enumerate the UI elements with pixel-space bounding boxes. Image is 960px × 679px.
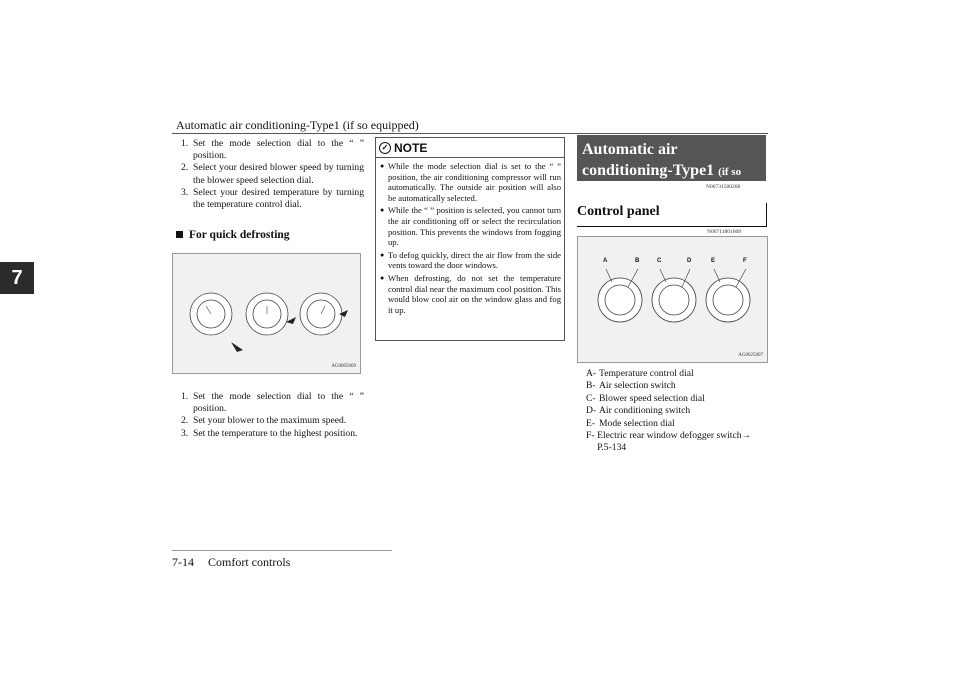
steps-top (176, 138, 364, 211)
callout-label: B (635, 258, 640, 264)
legend-item: C- Blower speed selection dial (586, 392, 705, 404)
step-item: 3. Select your desired temperature by turning the temperature control dial. (181, 186, 364, 211)
callout-label: C (657, 258, 662, 264)
callout-label: F (743, 258, 747, 264)
footer-section: Comfort controls (208, 555, 291, 569)
step-item: 2. Set your blower to the maximum speed. (181, 415, 347, 427)
step-item: 2. Select your desired blower speed by turning the blower speed selection dial. (181, 162, 364, 186)
note-item: ● To defog quickly, direct the air flow from the side vents toward the door windows. (380, 250, 561, 271)
callout-label: A (603, 258, 608, 264)
callout-label: D (687, 258, 692, 264)
control-panel-illustration (578, 237, 767, 362)
control-panel-heading: Control panel (577, 204, 660, 219)
figure-code: AG0025007 (738, 353, 763, 358)
page-footer (172, 555, 304, 570)
header-title: Automatic air conditioning-Type1 (if so equipped) (176, 118, 419, 132)
defrost-figure (172, 253, 361, 374)
dials-illustration (173, 254, 360, 373)
note-item: ● While the “ ” position is selected, you cannot turn the air conditioning off or select the recirculation position. This prevents the windows from fogging up. (380, 205, 561, 247)
control-panel-figure (577, 236, 768, 363)
panel-id: N00711801608 (707, 229, 742, 235)
section-title: Automatic air conditioning-Type1 (if so equipped) (577, 135, 766, 181)
step-item: 3. Set the temperature to the highest position. (181, 427, 358, 439)
square-bullet-icon (176, 231, 183, 238)
page-number: 7-14 (172, 555, 194, 569)
note-item: ● When defrosting, do not set the temperature control dial near the maximum cool position. This would blow cool air on the window glass and fog it up. (380, 273, 561, 315)
legend-item: A- Temperature control dial (586, 368, 694, 379)
subheading-quick-defrost: For quick defrosting (176, 229, 290, 241)
section-id: N00731500268 (706, 184, 741, 190)
steps-bottom (176, 391, 364, 440)
header-rule (172, 133, 768, 134)
note-label: ✓ NOTE (376, 138, 564, 155)
heading-rule-vertical (766, 203, 767, 226)
note-item: ● While the mode selection dial is set to the “ ” position, the air conditioning compressor will run automatically. The outside air position will also be automatically selected. (380, 161, 561, 203)
note-box (375, 137, 565, 341)
legend-item: D- Air conditioning switch (586, 405, 691, 417)
control-panel-legend (586, 368, 756, 455)
step-item: 1. Set the mode selection dial to the “ ” position. (181, 391, 364, 415)
legend-item: F- Electric rear window defogger switch→ P.5-134 (586, 430, 752, 454)
figure-code: AG0005069 (331, 364, 356, 369)
check-icon: ✓ (379, 142, 391, 154)
footer-rule (172, 550, 392, 551)
legend-item: B- Air selection switch (586, 380, 676, 392)
legend-item: E- Mode selection dial (586, 417, 675, 429)
callout-label: E (711, 258, 716, 264)
chapter-tab: 7 (0, 262, 34, 294)
step-item: 1. Set the mode selection dial to the “ ” position. (181, 138, 364, 162)
heading-rule (577, 226, 767, 227)
